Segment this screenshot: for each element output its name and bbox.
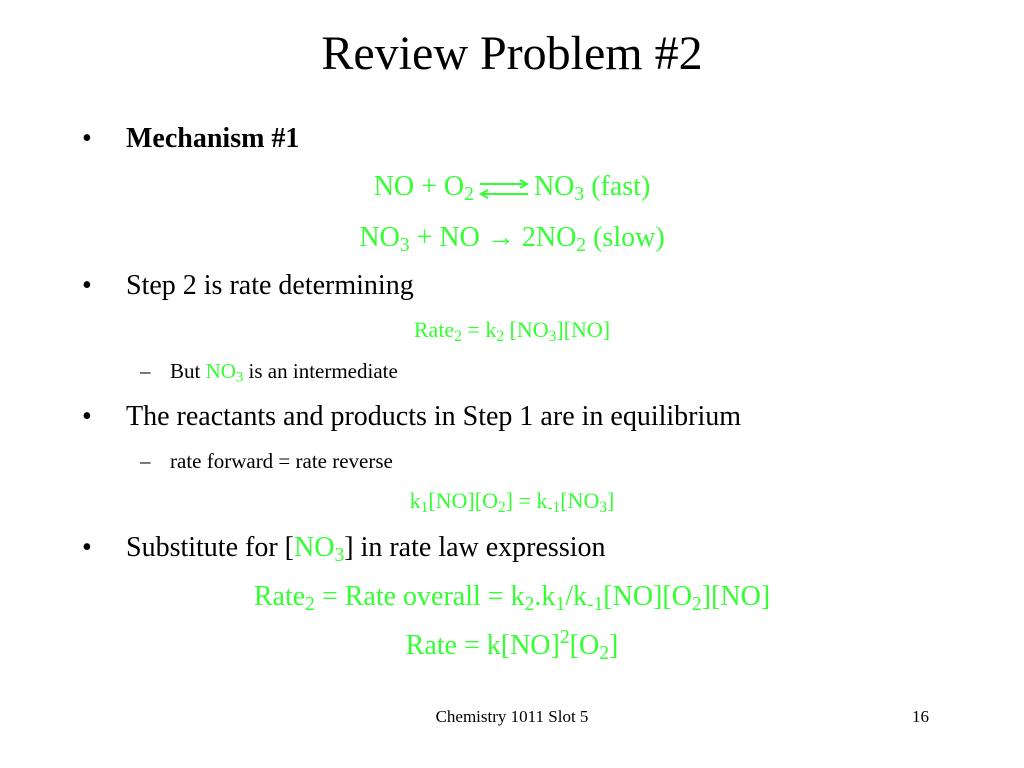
- dash-icon: –: [140, 449, 151, 473]
- equation-step2: $NO_3$ + NO → $2NO_2$ (slow): [359, 222, 665, 256]
- sub-bullet-rate-forward: – rate forward = rate reverse: [140, 449, 393, 473]
- equation-equilibrium: $k_1[NO][O_2] = k_{-1}[NO_3]$: [409, 488, 615, 516]
- equation-step1: NO + $O_2$ $NO_3$ (fast): [373, 171, 651, 205]
- dash-icon: –: [140, 359, 151, 383]
- bullet-icon: •: [82, 532, 92, 563]
- footer-text: Chemistry 1011 Slot 5: [435, 707, 589, 726]
- equation-final: Rate = $k[NO]^2[O_2]$: [405, 627, 619, 664]
- bullet-icon: •: [82, 401, 92, 432]
- bullet-substitute: • Substitute for $[NO_3]$ in rate law expression: [82, 532, 606, 566]
- mechanism-heading: Mechanism #1: [126, 123, 300, 154]
- bullet-mechanism: [82, 122, 299, 156]
- equation-overall: Rate$_2$ = Rate overall = $k_2.k_1/k_{-1}[NO][O_2][NO]$: [253, 581, 771, 615]
- equilibrium-arrow-icon: [476, 178, 532, 200]
- bullet-icon: •: [82, 123, 92, 154]
- equation-rate2: Rate$_2$ = $k_2$ $[NO_3][NO]$: [413, 317, 611, 345]
- bullet-rate-determining: • Step 2 is rate determining: [82, 270, 414, 301]
- sub-bullet-intermediate: – But $NO_3$ is an intermediate: [140, 359, 398, 386]
- slide-title: Review Problem #2: [321, 27, 703, 80]
- page-number: 16: [912, 707, 929, 726]
- bullet-icon: •: [82, 270, 92, 301]
- bullet-equilibrium: • The reactants and products in Step 1 are in equilibrium: [82, 401, 742, 432]
